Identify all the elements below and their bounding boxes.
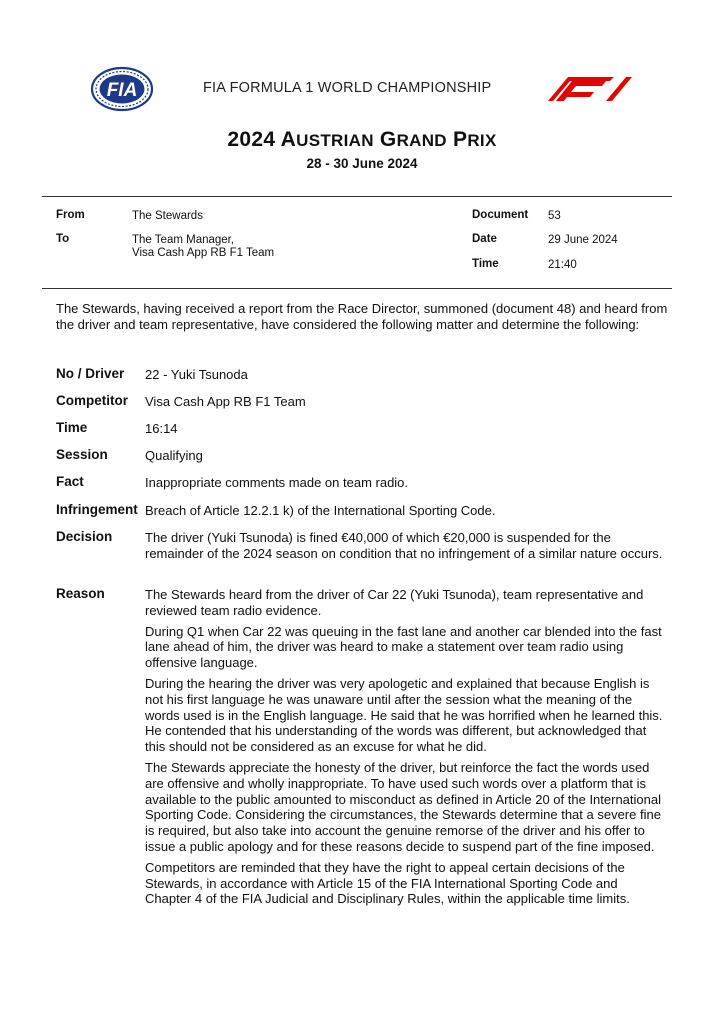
- title-part3-rest: RIX: [467, 131, 497, 150]
- header-divider: [42, 196, 672, 197]
- incident-time-value: 16:14: [145, 421, 178, 436]
- reason-text: [145, 587, 665, 912]
- reason-label: Reason: [56, 586, 105, 601]
- to-value-line1: The Team Manager,: [132, 234, 235, 246]
- reason-paragraph: During Q1 when Car 22 was queuing in the fast lane and another car blended into the fast lane ahead of him, the driver was heard to make a statement over team radio using offensive language.: [145, 623, 662, 671]
- from-value: The Stewards: [132, 210, 203, 222]
- fia-logo-text: FIA: [106, 80, 138, 101]
- fact-label: Fact: [56, 474, 84, 489]
- intro-paragraph: The Stewards, having received a report from the Race Director, summoned (document 48) and heard from the driver and team representative, have considered the following matter and determine the following:: [56, 301, 668, 333]
- title-part1-rest: USTRIAN: [296, 131, 374, 150]
- title-year: 2024 A: [227, 128, 297, 151]
- reason-paragraph: During the hearing the driver was very apologetic and explained that because English is not his first language he was unaware until after the session what the meaning of the words used is in the English language. He said that he was horrified when he learned this. He contended that his understanding of the words was different, but acknowledged that this should not be considered as an excuse for what he did.: [145, 675, 663, 755]
- session-label: Session: [56, 447, 108, 462]
- document-number: 53: [548, 210, 561, 222]
- document-label: Document: [472, 209, 529, 221]
- reason-paragraph: The Stewards heard from the driver of Car 22 (Yuki Tsunoda), team representative and reviewed team radio evidence.: [145, 587, 644, 618]
- to-value-line2: Visa Cash App RB F1 Team: [132, 247, 275, 259]
- title-part2-first: G: [373, 128, 397, 151]
- f1-logo-text: F1: [542, 76, 544, 77]
- infringement-label: Infringement: [56, 502, 138, 517]
- from-label: From: [56, 209, 85, 221]
- decision-label: Decision: [56, 529, 113, 544]
- fact-value: Inappropriate comments made on team radio.: [145, 475, 409, 490]
- infringement-value: Breach of Article 12.2.1 k) of the International Sporting Code.: [145, 503, 496, 518]
- f1-logo-icon: [542, 76, 632, 101]
- championship-name: FIA FORMULA 1 WORLD CHAMPIONSHIP: [203, 80, 492, 96]
- fia-logo-icon: [90, 66, 154, 112]
- date-value: 29 June 2024: [548, 234, 618, 246]
- competitor-label: Competitor: [56, 393, 128, 408]
- decision-value: The driver (Yuki Tsunoda) is fined €40,000 of which €20,000 is suspended for the remainder of the 2024 season on condition that no infringement of a similar nature occurs.: [145, 530, 663, 561]
- time-label: Time: [472, 258, 499, 270]
- time-value: 21:40: [548, 259, 577, 271]
- to-label: To: [56, 233, 70, 245]
- session-value: Qualifying: [145, 448, 203, 463]
- grand-prix-title: [0, 128, 724, 152]
- title-part2-rest: RAND: [396, 131, 447, 150]
- title-part3-first: P: [446, 128, 468, 151]
- date-label: Date: [472, 233, 497, 245]
- reason-paragraph: The Stewards appreciate the honesty of the driver, but reinforce the fact the words used are offensive and wholly inappropriate. To have used such words over a platform that is available to the public amounted to misconduct as defined in Article 20 of the International Sporting Code. Considering the circumstances, the Stewards determine that a severe fine is required, but also take into account the genuine remorse of the driver and his offer to issue a public apology and for these reasons decide to suspend part of the fine imposed.: [145, 759, 661, 854]
- driver-label: No / Driver: [56, 366, 125, 381]
- driver-value: 22 - Yuki Tsunoda: [145, 367, 248, 382]
- reason-paragraph: Competitors are reminded that they have the right to appeal certain decisions of the Stewards, in accordance with Article 15 of the FIA International Sporting Code and Chapter 4 of the FIA Judicial and Disciplinary Rules, within the applicable time limits.: [145, 859, 630, 907]
- meta-divider: [42, 288, 672, 289]
- incident-time-label: Time: [56, 420, 88, 435]
- competitor-value: Visa Cash App RB F1 Team: [145, 394, 306, 409]
- event-dates: 28 - 30 June 2024: [306, 156, 418, 171]
